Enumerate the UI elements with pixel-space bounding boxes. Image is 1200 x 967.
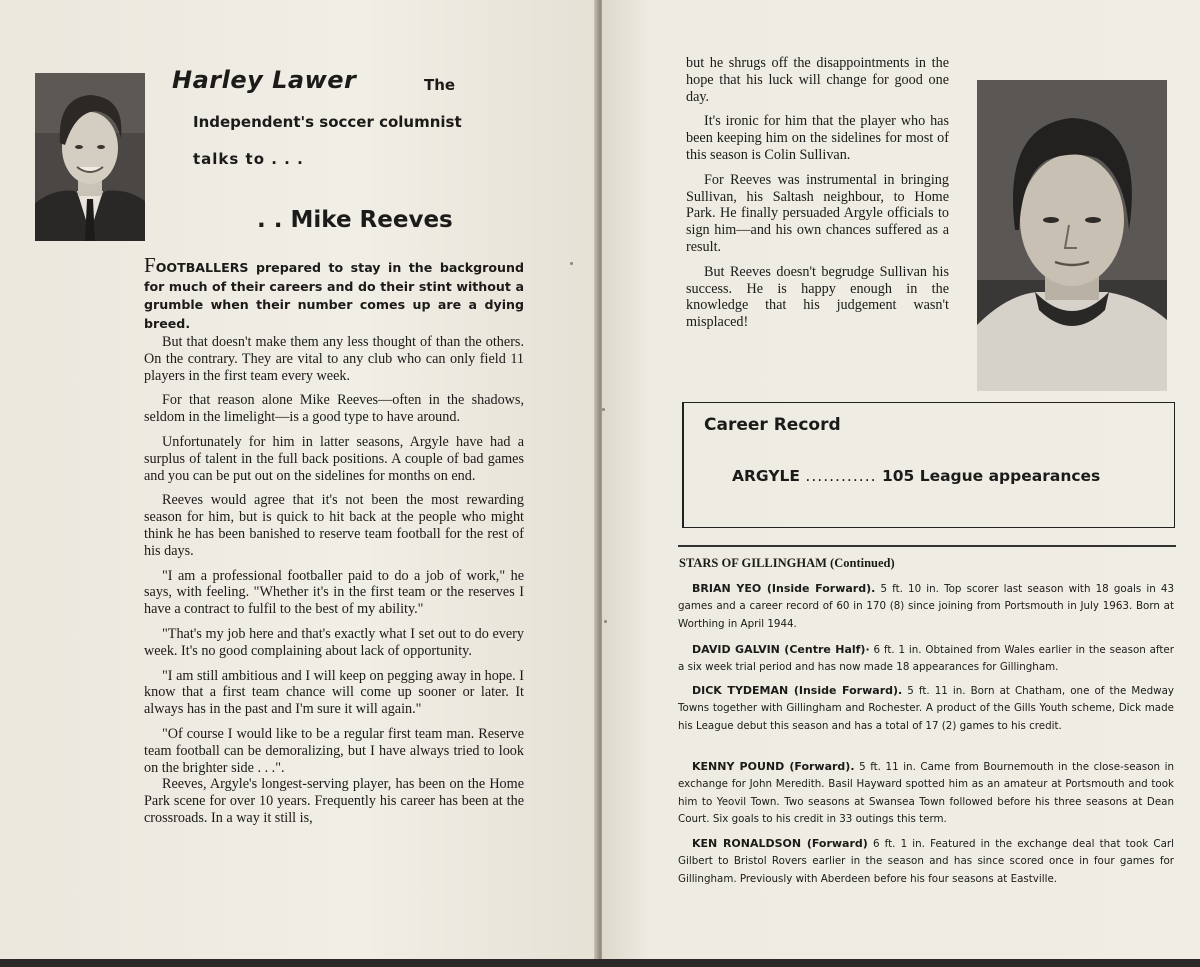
article-lead xyxy=(144,253,524,333)
paper-speck xyxy=(604,620,607,623)
player-photo xyxy=(977,80,1167,391)
talks-to: talks to . . . xyxy=(193,150,304,168)
player-name: DAVID GALVIN (Centre Half)· xyxy=(692,643,870,656)
author-role-text: Independent's soccer columnist xyxy=(193,113,462,131)
player-description: 6 ft. 1 in. Obtained from Wales earlier in the season after a six week trial period and has now made 18 appearances for Gillingham. xyxy=(678,644,1174,674)
player-name: KENNY POUND (Forward). xyxy=(692,760,855,773)
career-club: ARGYLE xyxy=(732,467,801,485)
paragraph: Reeves, Argyle's longest-serving player, has been on the Home Park scene for over 10 years. Frequently his career has been at the crossroads. In a way it still is, xyxy=(144,776,524,826)
paragraph: but he shrugs off the disappointments in the hope that his luck will change for good one day. xyxy=(686,55,949,105)
paragraph: "Of course I would like to be a regular first team man. Reserve team football can be demoralizing, but I have always tried to look on the brighter side . . .". xyxy=(144,725,524,776)
paragraph: But that doesn't make them any less thought of than the others. On the contrary. They are vital to any club who can only field 11 players in the first team every week. xyxy=(144,334,524,384)
player-description: 5 ft. 11 in. Born at Chatham, one of the Medway Towns together with Gillingham and Rochester. A product of the Gills Youth scheme, Dick made his League debut this season and has a total of 17 (2) games to his credit. xyxy=(678,685,1174,732)
paragraph: Reeves would agree that it's not been the most rewarding season for him, but is quick to hit back at the people who might think he has been banished to reserve team football for the rest of his days. xyxy=(144,492,524,559)
player-entry xyxy=(678,580,1174,633)
career-record: 105 League appearances xyxy=(881,467,1101,485)
stars-heading: STARS OF GILLINGHAM (Continued) xyxy=(679,556,895,570)
bottom-edge xyxy=(0,959,1200,967)
paragraph: For Reeves was instrumental in bringing Sullivan, his Saltash neighbour, to Home Park. He finally persuaded Argyle officials to sign him—and his own chances suffered as a result. xyxy=(686,171,949,255)
paragraph: "I am a professional footballer paid to do a job of work," he says, with feeling. "Whether it's in the first team or the reserves I have a contract to fulfil to the best of my ability." xyxy=(144,567,524,618)
player-name: DICK TYDEMAN (Inside Forward). xyxy=(692,684,903,697)
subject-name: . . Mike Reeves xyxy=(257,207,453,233)
paper-speck xyxy=(570,262,573,265)
career-line xyxy=(732,467,1100,485)
career-title: Career Record xyxy=(704,415,841,435)
paragraph: But Reeves doesn't begrudge Sullivan his success. He is happy enough in the knowledge that his judgement wasn't misplaced! xyxy=(686,263,949,331)
player-entry xyxy=(678,758,1174,828)
player-description: 5 ft. 10 in. Top scorer last season with 18 goals in 43 games and a career record of 60 in 170 (8) since joining from Portsmouth in July 1963. Born at Worthing in April 1944. xyxy=(678,583,1175,630)
player-name: KEN RONALDSON (Forward) xyxy=(692,837,868,850)
career-record-box xyxy=(682,402,1175,528)
player-name: BRIAN YEO (Inside Forward). xyxy=(692,582,876,595)
lead-dropcap: F xyxy=(144,253,156,277)
lead-text: OOTBALLERS prepared to stay in the background for much of their careers and do their stint without a grumble when their number comes up are a dying breed. xyxy=(144,260,524,331)
article-right-column xyxy=(686,55,949,339)
author-the: The xyxy=(424,76,456,94)
player-entry xyxy=(678,641,1174,677)
paragraph: "That's my job here and that's exactly what I set out to do every week. It's no good complaining about lack of opportunity. xyxy=(144,625,524,659)
player-entry xyxy=(678,682,1174,735)
article-left-column xyxy=(144,334,524,835)
author-role xyxy=(193,113,462,131)
career-dots: ............ xyxy=(805,467,877,485)
player-description: 5 ft. 11 in. Came from Bournemouth in the close-season in exchange for John Meredith. Basil Hayward spotted him as an amateur at Portsmouth and took him to Yeovil Town. Two seasons at Swansea Town followed before his three seasons at Dean Court. Six goals to his credit in 33 outings this term. xyxy=(678,761,1174,825)
paper-speck xyxy=(602,408,605,411)
paragraph: Unfortunately for him in latter seasons, Argyle have had a surplus of talent in the full back positions. A couple of bad games and you can be put out on the sidelines for months on end. xyxy=(144,433,524,484)
author-photo xyxy=(35,73,145,241)
paragraph: For that reason alone Mike Reeves—often in the shadows, seldom in the limelight—is a good type to have around. xyxy=(144,392,524,426)
paragraph: "I am still ambitious and I will keep on pegging away in hope. I know that a first team chance will come up sooner or later. It always has in the past and I'm sure it will again." xyxy=(144,667,524,718)
player-description: 6 ft. 1 in. Featured in the exchange deal that took Carl Gilbert to Bristol Rovers earlier in the season and has since scored once in four games for Gillingham. Previously with Aberdeen before his four seasons at Eastville. xyxy=(678,838,1174,885)
player-entry xyxy=(678,835,1174,888)
paragraph: It's ironic for him that the player who has been keeping him on the sidelines for most of this season is Colin Sullivan. xyxy=(686,113,949,163)
section-divider xyxy=(678,545,1176,547)
author-name: Harley Lawer xyxy=(172,66,357,94)
